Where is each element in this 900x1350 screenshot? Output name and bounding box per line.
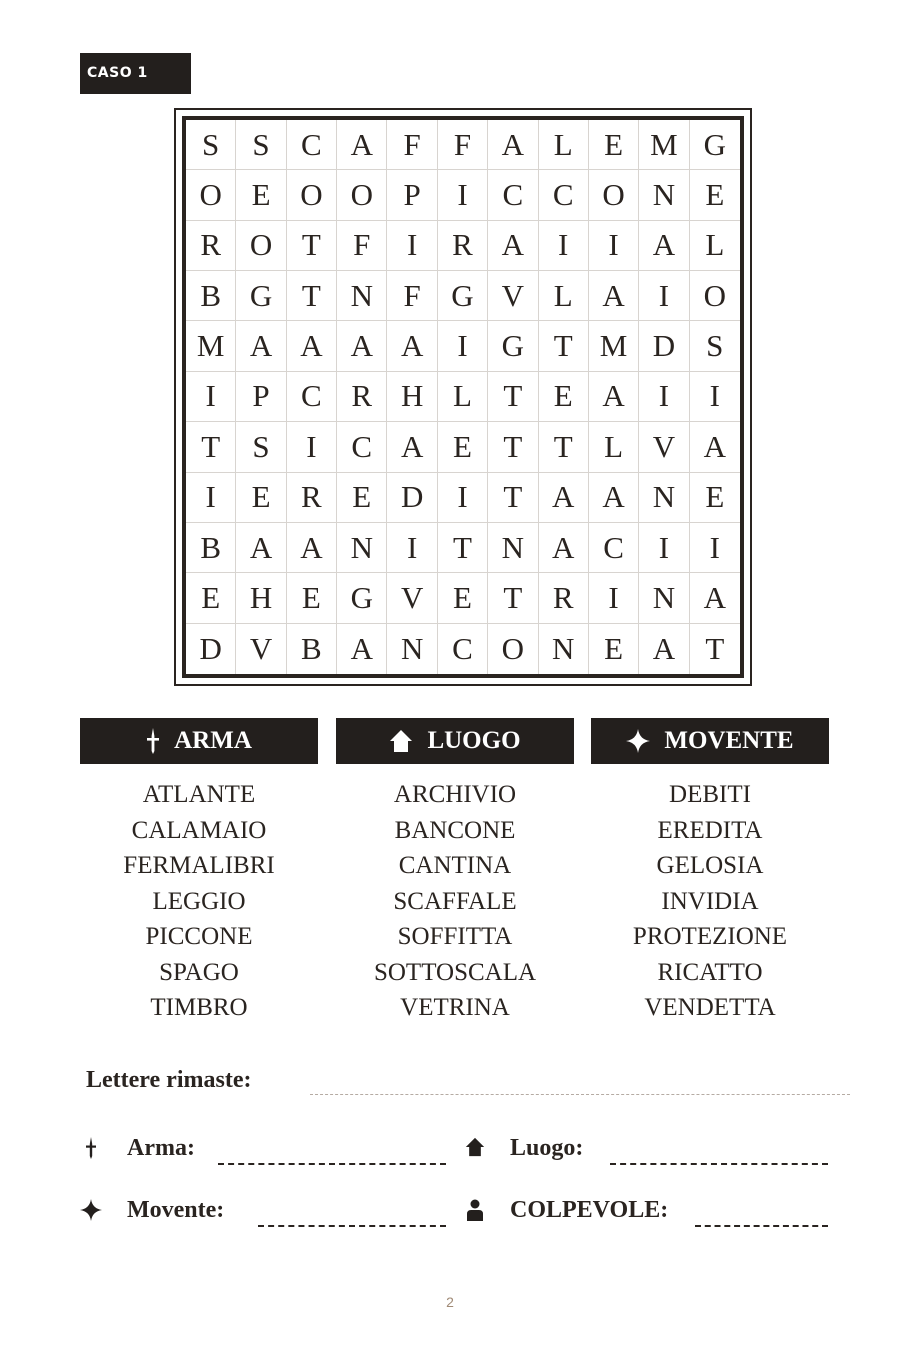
culprit-field[interactable] <box>695 1225 828 1227</box>
list-item: EREDITA <box>657 816 763 844</box>
grid-cell[interactable]: R <box>539 573 589 623</box>
list-item: SPAGO <box>159 958 239 986</box>
grid-cell[interactable]: R <box>337 372 387 422</box>
grid-cell[interactable]: E <box>539 372 589 422</box>
grid-cell[interactable]: V <box>639 422 689 472</box>
grid-cell[interactable]: E <box>438 422 488 472</box>
list-item: SOFFITTA <box>397 923 513 950</box>
grid-cell[interactable]: G <box>438 271 488 321</box>
grid-cell[interactable]: E <box>236 170 286 220</box>
grid-cell[interactable]: A <box>539 473 589 523</box>
list-item: VENDETTA <box>644 994 776 1021</box>
grid-cell[interactable]: O <box>186 170 236 220</box>
list-item: ATLANTE <box>142 781 256 808</box>
grid-cell[interactable]: T <box>287 271 337 321</box>
list-item: PROTEZIONE <box>632 923 788 950</box>
grid-cell[interactable]: O <box>287 170 337 220</box>
grid-cell[interactable]: E <box>236 473 286 523</box>
grid-cell[interactable]: T <box>488 573 538 623</box>
grid-cell[interactable]: A <box>639 221 689 271</box>
grid-cell[interactable]: C <box>337 422 387 472</box>
grid-cell[interactable]: S <box>690 321 740 371</box>
grid-cell[interactable]: B <box>186 523 236 573</box>
grid-cell[interactable]: N <box>387 624 437 674</box>
grid-cell[interactable]: T <box>539 321 589 371</box>
grid-cell[interactable]: T <box>287 221 337 271</box>
grid-cell[interactable]: N <box>337 271 387 321</box>
list-item: SOTTOSCALA <box>373 958 537 986</box>
grid-cell[interactable]: T <box>438 523 488 573</box>
dagger-icon <box>85 1136 97 1160</box>
grid-cell[interactable]: P <box>236 372 286 422</box>
grid-cell[interactable]: A <box>287 523 337 573</box>
grid-cell[interactable]: N <box>639 170 689 220</box>
list-item: LEGGIO <box>152 887 246 915</box>
grid-cell[interactable]: O <box>589 170 639 220</box>
word-list-arma <box>80 777 318 1026</box>
grid-cell[interactable]: D <box>639 321 689 371</box>
grid-cell[interactable]: E <box>690 170 740 220</box>
grid-cell[interactable]: I <box>690 523 740 573</box>
sparkle-icon <box>626 729 650 753</box>
list-item: RICATTO <box>657 958 763 986</box>
grid-cell[interactable]: C <box>539 170 589 220</box>
grid-cell[interactable]: A <box>387 422 437 472</box>
list-item: BANCONE <box>394 816 516 844</box>
grid-cell[interactable]: C <box>287 120 337 170</box>
grid-cell[interactable]: I <box>438 473 488 523</box>
grid-cell[interactable]: I <box>639 523 689 573</box>
list-item: CANTINA <box>398 852 512 879</box>
grid-cell[interactable]: E <box>186 573 236 623</box>
grid-cell[interactable]: S <box>236 120 286 170</box>
grid-cell[interactable]: O <box>690 271 740 321</box>
grid-cell[interactable]: T <box>539 422 589 472</box>
list-item: CALAMAIO <box>131 816 267 844</box>
grid-cell[interactable]: I <box>539 221 589 271</box>
list-item: SCAFFALE <box>393 887 517 915</box>
house-icon <box>389 729 413 753</box>
grid-cell[interactable]: E <box>438 573 488 623</box>
list-item: INVIDIA <box>661 887 759 915</box>
grid-cell[interactable]: A <box>337 120 387 170</box>
grid-cell[interactable]: I <box>287 422 337 472</box>
grid-cell[interactable]: A <box>337 321 387 371</box>
grid-cell[interactable]: L <box>589 422 639 472</box>
grid-cell[interactable]: E <box>589 624 639 674</box>
grid-cell[interactable]: A <box>236 523 286 573</box>
sparkle-icon <box>80 1199 102 1221</box>
grid-cell[interactable]: A <box>589 473 639 523</box>
word-list-movente <box>591 777 829 1026</box>
grid-cell[interactable]: L <box>539 120 589 170</box>
grid-cell[interactable]: T <box>488 372 538 422</box>
grid-cell[interactable]: M <box>589 321 639 371</box>
grid-cell[interactable]: H <box>387 372 437 422</box>
grid-cell[interactable]: C <box>438 624 488 674</box>
grid-cell[interactable]: G <box>236 271 286 321</box>
grid-cell[interactable]: I <box>387 523 437 573</box>
grid-cell[interactable]: L <box>690 221 740 271</box>
grid-cell[interactable]: A <box>639 624 689 674</box>
category-header-movente <box>591 718 829 764</box>
grid-cell[interactable]: N <box>639 573 689 623</box>
grid-cell[interactable]: B <box>287 624 337 674</box>
list-item: VETRINA <box>400 994 510 1021</box>
grid-cell[interactable]: L <box>438 372 488 422</box>
grid-cell[interactable]: C <box>589 523 639 573</box>
grid-cell[interactable]: I <box>690 372 740 422</box>
grid-cell[interactable]: A <box>287 321 337 371</box>
weapon-label: Arma: <box>127 1135 195 1161</box>
list-item: GELOSIA <box>656 852 764 879</box>
grid-cell[interactable]: V <box>236 624 286 674</box>
grid-cell[interactable]: D <box>387 473 437 523</box>
grid-cell[interactable]: G <box>690 120 740 170</box>
grid-cell[interactable]: C <box>287 372 337 422</box>
grid-cell[interactable]: A <box>236 321 286 371</box>
grid-cell[interactable]: A <box>337 624 387 674</box>
grid-cell[interactable]: E <box>690 473 740 523</box>
grid-cell[interactable]: O <box>337 170 387 220</box>
grid-cell[interactable]: V <box>488 271 538 321</box>
grid-cell[interactable]: M <box>186 321 236 371</box>
grid-cell[interactable]: G <box>488 321 538 371</box>
list-item: ARCHIVIO <box>393 781 517 808</box>
page-number: 2 <box>446 1294 454 1310</box>
grid-cell[interactable]: H <box>236 573 286 623</box>
grid-cell[interactable]: E <box>337 473 387 523</box>
house-icon <box>465 1137 485 1157</box>
grid-cell[interactable]: T <box>705 630 725 666</box>
grid-cell[interactable]: G <box>337 573 387 623</box>
grid-cell[interactable]: A <box>589 372 639 422</box>
case-badge: CASO 1 <box>80 53 191 94</box>
grid-cell[interactable]: A <box>488 120 538 170</box>
motive-field[interactable] <box>258 1225 446 1227</box>
grid-cell[interactable]: F <box>337 221 387 271</box>
dagger-icon <box>146 727 160 755</box>
grid-cell[interactable]: I <box>438 321 488 371</box>
grid-cell[interactable]: E <box>589 120 639 170</box>
grid-cell[interactable]: S <box>236 422 286 472</box>
grid-cell[interactable]: T <box>488 473 538 523</box>
grid-cell[interactable]: I <box>639 372 689 422</box>
grid-cell[interactable]: I <box>639 271 689 321</box>
grid-cell[interactable]: A <box>589 271 639 321</box>
grid-cell[interactable]: A <box>387 321 437 371</box>
grid-cell[interactable]: F <box>387 120 437 170</box>
grid-cell[interactable]: L <box>539 271 589 321</box>
remaining-letters-label: Lettere rimaste: <box>86 1067 252 1093</box>
grid-cell[interactable]: I <box>186 372 236 422</box>
grid-cell[interactable]: R <box>186 221 236 271</box>
grid-cell[interactable]: R <box>287 473 337 523</box>
grid-cell[interactable]: N <box>539 624 589 674</box>
grid-cell[interactable]: O <box>488 624 538 674</box>
person-icon <box>466 1199 484 1221</box>
list-item: DEBITI <box>669 781 751 808</box>
list-item: TIMBRO <box>150 994 248 1021</box>
grid-cell[interactable]: I <box>589 573 639 623</box>
grid-cell[interactable]: I <box>438 170 488 220</box>
grid-cell[interactable]: A <box>488 221 538 271</box>
grid-cell[interactable]: P <box>387 170 437 220</box>
category-title: ARMA <box>174 727 252 754</box>
category-title: LUOGO <box>427 727 521 754</box>
grid-cell[interactable]: N <box>337 523 387 573</box>
grid-cells <box>182 116 744 678</box>
category-header-luogo <box>336 718 574 764</box>
grid-cell[interactable]: N <box>488 523 538 573</box>
grid-cell[interactable]: V <box>387 573 437 623</box>
word-search-grid <box>174 108 752 686</box>
grid-cell[interactable]: C <box>488 170 538 220</box>
grid-cell[interactable]: I <box>589 221 639 271</box>
grid-cell[interactable]: I <box>186 473 236 523</box>
grid-cell[interactable]: A <box>690 573 740 623</box>
place-label: Luogo: <box>510 1135 584 1161</box>
list-item: FERMALIBRI <box>123 852 275 879</box>
grid-cell[interactable]: F <box>387 271 437 321</box>
grid-cell[interactable]: M <box>639 120 689 170</box>
list-item: PICCONE <box>145 923 253 950</box>
word-list-luogo <box>336 777 574 1026</box>
grid-cell[interactable]: R <box>438 221 488 271</box>
grid-cell[interactable]: B <box>186 271 236 321</box>
grid-cell[interactable]: F <box>438 120 488 170</box>
grid-cell[interactable]: N <box>639 473 689 523</box>
remaining-letters-field[interactable] <box>310 1094 850 1095</box>
grid-cell[interactable]: S <box>186 120 236 170</box>
grid-cell[interactable]: A <box>539 523 589 573</box>
grid-cell[interactable]: O <box>236 221 286 271</box>
place-field[interactable] <box>610 1163 828 1165</box>
grid-cell[interactable]: A <box>690 422 740 472</box>
grid-cell[interactable]: D <box>186 624 236 674</box>
grid-cell[interactable]: T <box>488 422 538 472</box>
grid-cell[interactable]: I <box>387 221 437 271</box>
category-title: MOVENTE <box>664 727 794 754</box>
weapon-field[interactable] <box>218 1163 446 1165</box>
grid-cell[interactable]: E <box>287 573 337 623</box>
grid-cell[interactable]: T <box>186 422 236 472</box>
category-header-arma <box>80 718 318 764</box>
culprit-label: COLPEVOLE: <box>510 1197 669 1223</box>
motive-label: Movente: <box>127 1197 225 1223</box>
